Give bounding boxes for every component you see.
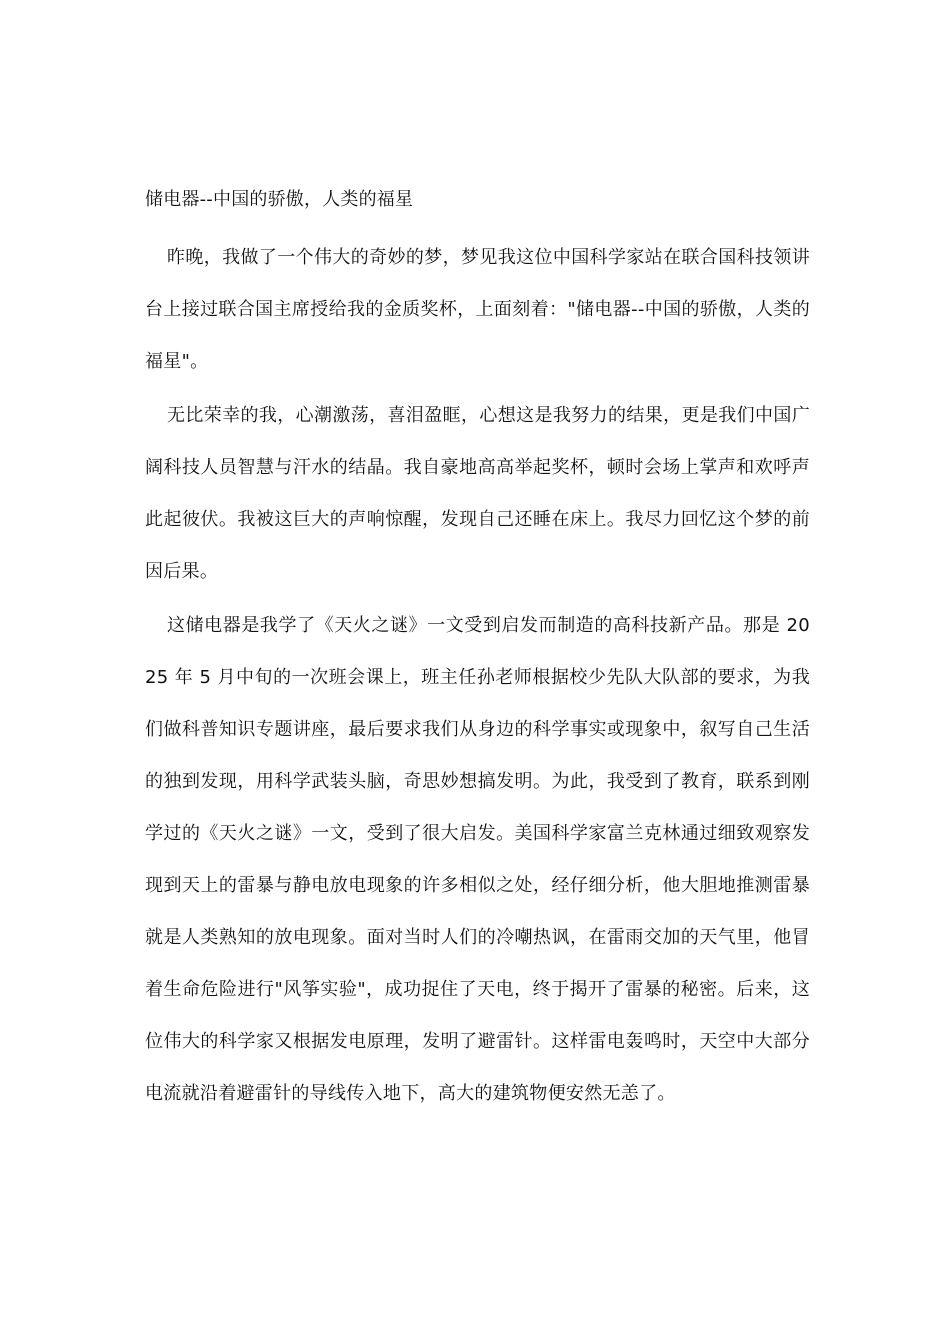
paragraph-inspiration: 这储电器是我学了《天火之谜》一文受到启发而制造的高科技新产品。那是 2025 年 5 月中旬的一次班会课上，班主任孙老师根据校少先队大队部的要求，为我们做科普知识专题讲座，最后要求我们从身边的科学事实或现象中，叙写自己生活的独到发现，用科学武装头脑，奇思妙想搞发明。为此，我受到了教育，联系到刚学过的《天火之谜》一文，受到了很大启发。美国科学家富兰克林通过细致观察发现到天上的雷暴与静电放电现象的许多相似之处，经仔细分析，他大胆地推测雷暴就是人类熟知的放电现象。面对当时人们的冷嘲热讽，在雷雨交加的天气里，他冒着生命危险进行"风筝实验"，成功捉住了天电，终于揭开了雷暴的秘密。后来，这位伟大的科学家又根据发电原理，发明了避雷针。这样雷电轰鸣时，天空中大部分电流就沿着避雷针的导线传入地下，高大的建筑物便安然无恙了。 <box>145 615 810 1104</box>
document-title: 储电器--中国的骄傲，人类的福星 <box>145 189 414 210</box>
document-body <box>145 232 810 1122</box>
paragraph-awakening: 无比荣幸的我，心潮激荡，喜泪盈眶，心想这是我努力的结果，更是我们中国广阔科技人员智慧与汗水的结晶。我自豪地高高举起奖杯，顿时会场上掌声和欢呼声此起彼伏。我被这巨大的声响惊醒，发现自己还睡在床上。我尽力回忆这个梦的前因后果。 <box>145 405 810 582</box>
paragraph-dream: 昨晚，我做了一个伟大的奇妙的梦，梦见我这位中国科学家站在联合国科技领讲台上接过联合国主席授给我的金质奖杯，上面刻着："储电器--中国的骄傲，人类的福星"。 <box>145 247 810 372</box>
